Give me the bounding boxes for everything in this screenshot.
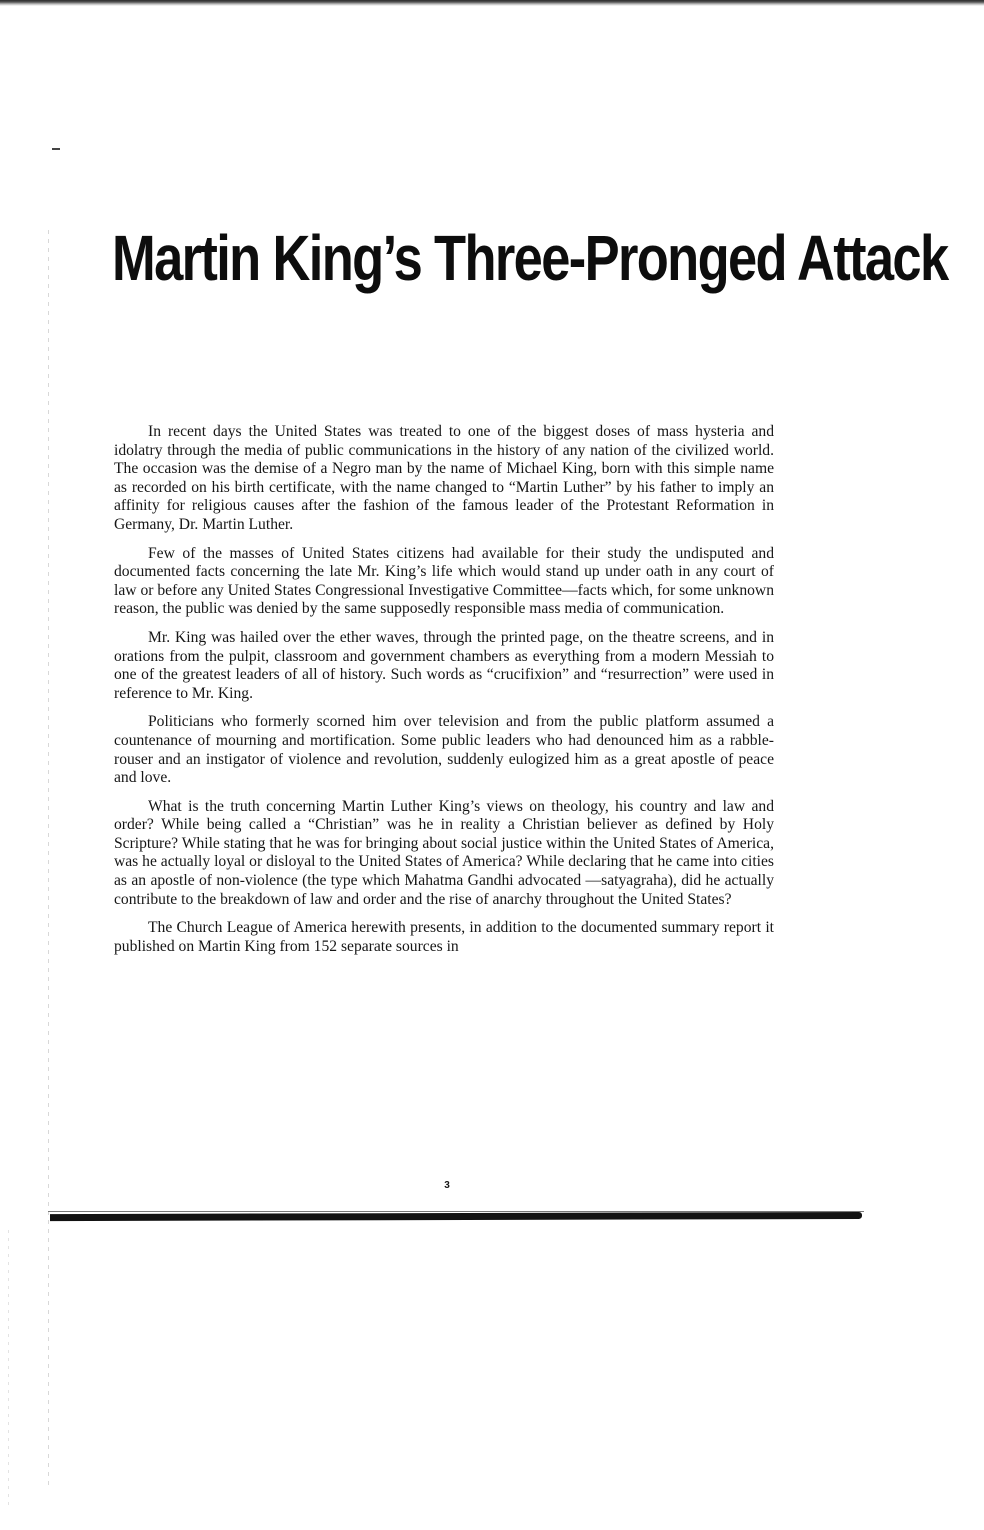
top-border-rule — [0, 0, 984, 6]
paragraph: Mr. King was hailed over the ether waves, through the printed page, on the theatre screens, and in orations from the pulpit, classroom and government chambers as everything from a modern Messiah to one of the greatest leaders of all of history. Such words as “crucifixion” and “resurrection” were used in reference to Mr. King. — [114, 628, 774, 702]
bottom-rule — [50, 1212, 862, 1221]
scan-edge-mark-lower — [8, 1230, 9, 1510]
paragraph: The Church League of America herewith presents, in addition to the documented summary report it published on Martin King from 152 separate sources in — [114, 919, 774, 955]
paragraph: Few of the masses of United States citizens had available for their study the undisputed and documented facts concerning the late Mr. King’s life which would stand up under oath in any court of law or before any United States Congressional Investigative Committee—facts which, for some unknown reason, the public was denied by the same supposedly responsible mass media of communication. — [114, 544, 774, 618]
page-title: Martin King’s Three-Pronged Attack — [112, 222, 948, 294]
paragraph: In recent days the United States was treated to one of the biggest doses of mass hysteria and idolatry through the media of public communications in the history of any nation of the civilized world. The occasion was the demise of a Negro man by the name of Michael King, born with this simple name as recorded on his birth certificate, with the name changed to “Martin Luther” by his father to imply an affinity for religious causes after the fashion of the famous leader of the Protestant Reformation in Germany, Dr. Martin Luther. — [114, 423, 774, 533]
paragraph: Politicians who formerly scorned him over television and from the public platform assumed a countenance of mourning and mortification. Some public leaders who had denounced him as a rabble-rouser and an instigator of violence and revolution, suddenly eulogized him as a great apostle of peace and love. — [114, 713, 774, 787]
page-number: 3 — [444, 1180, 450, 1191]
scan-edge-mark — [48, 230, 49, 1490]
margin-tick-mark — [52, 148, 60, 150]
article-body — [114, 423, 774, 966]
paragraph: What is the truth concerning Martin Luther King’s views on theology, his country and law and order? While being called a “Christian” was he in reality a Christian believer as defined by Holy Scripture? While stating that he was for bringing about social justice within the United States of America, was he actually loyal or disloyal to the United States of America? While declaring that he came into cities as an apostle of non-violence (the type which Mahatma Gandhi advocated —satyagraha), did he actually contribute to the breakdown of law and order and the rise of anarchy throughout the United States? — [114, 797, 774, 908]
